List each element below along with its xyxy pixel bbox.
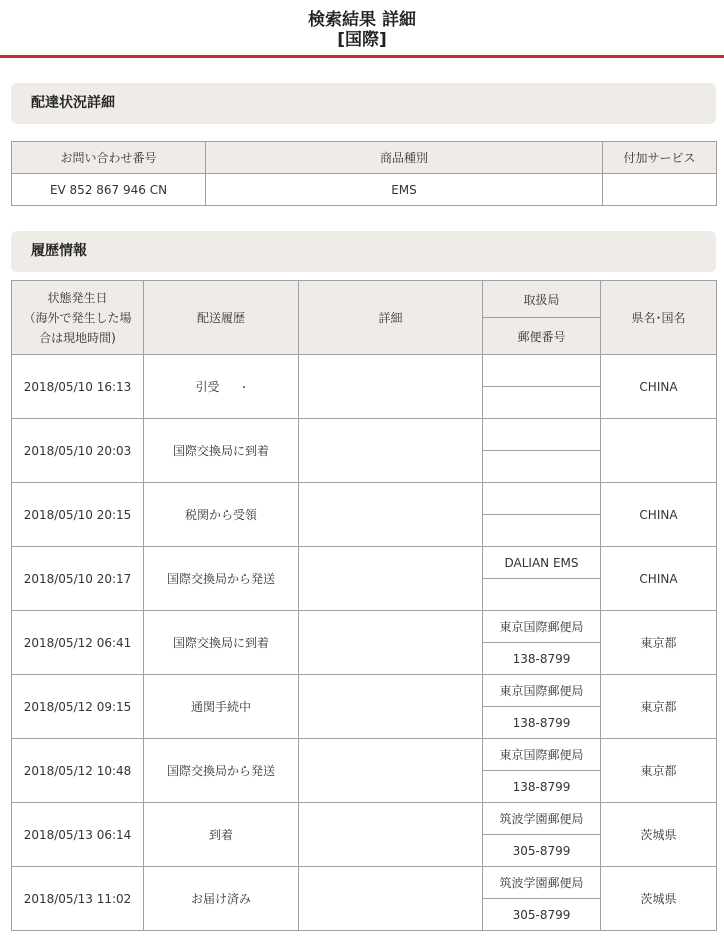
history-date: 2018/05/10 20:03 — [12, 419, 144, 483]
column-header-region: 県名･国名 — [601, 281, 717, 355]
page-header — [0, 0, 724, 58]
history-date: 2018/05/12 06:41 — [12, 611, 144, 675]
history-event: お届け済み — [144, 867, 299, 931]
history-row — [12, 355, 717, 387]
history-region: 茨城県 — [601, 867, 717, 931]
history-event-label: 引受 — [195, 380, 220, 394]
column-header-additional-service: 付加サービス — [603, 142, 717, 174]
history-region: 東京都 — [601, 675, 717, 739]
history-postal-code: 138-8799 — [483, 707, 601, 739]
additional-service — [603, 174, 717, 206]
history-office — [483, 355, 601, 387]
history-postal-code — [483, 515, 601, 547]
history-date: 2018/05/13 11:02 — [12, 867, 144, 931]
column-header-tracking-number: お問い合わせ番号 — [12, 142, 206, 174]
history-event: 通関手続中 — [144, 675, 299, 739]
history-postal-code — [483, 387, 601, 419]
history-detail — [299, 355, 483, 419]
history-office: 東京国際郵便局 — [483, 611, 601, 643]
column-header-postal-code: 郵便番号 — [483, 318, 601, 355]
history-office: 筑波学園郵便局 — [483, 803, 601, 835]
page-title: 検索結果 詳細 — [308, 10, 416, 30]
history-row — [12, 867, 717, 899]
history-region: CHINA — [601, 483, 717, 547]
history-region: 東京都 — [601, 739, 717, 803]
history-event — [144, 355, 299, 419]
history-date: 2018/05/12 09:15 — [12, 675, 144, 739]
history-table — [11, 280, 717, 931]
history-detail — [299, 611, 483, 675]
history-detail — [299, 675, 483, 739]
history-row — [12, 419, 717, 451]
history-region: 茨城県 — [601, 803, 717, 867]
history-detail — [299, 803, 483, 867]
delivery-status-row — [12, 174, 717, 206]
history-postal-code: 305-8799 — [483, 835, 601, 867]
history-event: 国際交換局に到着 — [144, 611, 299, 675]
history-region: CHINA — [601, 547, 717, 611]
history-date: 2018/05/13 06:14 — [12, 803, 144, 867]
column-header-history: 配送履歴 — [144, 281, 299, 355]
history-detail — [299, 483, 483, 547]
history-office: 東京国際郵便局 — [483, 675, 601, 707]
history-row — [12, 739, 717, 771]
history-event: 到着 — [144, 803, 299, 867]
history-event: 国際交換局から発送 — [144, 739, 299, 803]
history-row — [12, 611, 717, 643]
history-row — [12, 547, 717, 579]
history-office: 筑波学園郵便局 — [483, 867, 601, 899]
column-header-date: 状態発生日 （海外で発生した場 合は現地時間) — [12, 281, 144, 355]
history-date: 2018/05/10 20:15 — [12, 483, 144, 547]
history-event-suffix: ･ — [241, 383, 247, 394]
page-subtitle: [国際] — [337, 30, 387, 50]
history-postal-code — [483, 579, 601, 611]
item-type: EMS — [206, 174, 603, 206]
history-postal-code: 305-8799 — [483, 899, 601, 931]
history-date: 2018/05/10 16:13 — [12, 355, 144, 419]
column-header-detail: 詳細 — [299, 281, 483, 355]
history-office: DALIAN EMS — [483, 547, 601, 579]
history-region — [601, 419, 717, 483]
history-row — [12, 483, 717, 515]
history-info-heading: 履歴情報 — [11, 231, 716, 272]
delivery-status-heading: 配達状況詳細 — [11, 83, 716, 124]
history-row — [12, 803, 717, 835]
history-detail — [299, 419, 483, 483]
history-event: 税関から受領 — [144, 483, 299, 547]
tracking-number: EV 852 867 946 CN — [12, 174, 206, 206]
history-office: 東京国際郵便局 — [483, 739, 601, 771]
history-office — [483, 419, 601, 451]
history-postal-code: 138-8799 — [483, 643, 601, 675]
history-detail — [299, 739, 483, 803]
history-date: 2018/05/10 20:17 — [12, 547, 144, 611]
history-event: 国際交換局から発送 — [144, 547, 299, 611]
history-office — [483, 483, 601, 515]
history-region: 東京都 — [601, 611, 717, 675]
history-postal-code — [483, 451, 601, 483]
column-header-office: 取扱局 — [483, 281, 601, 318]
delivery-status-table — [11, 141, 717, 206]
history-date: 2018/05/12 10:48 — [12, 739, 144, 803]
history-detail — [299, 867, 483, 931]
history-row — [12, 675, 717, 707]
history-detail — [299, 547, 483, 611]
history-postal-code: 138-8799 — [483, 771, 601, 803]
column-header-item-type: 商品種別 — [206, 142, 603, 174]
history-event: 国際交換局に到着 — [144, 419, 299, 483]
history-region: CHINA — [601, 355, 717, 419]
